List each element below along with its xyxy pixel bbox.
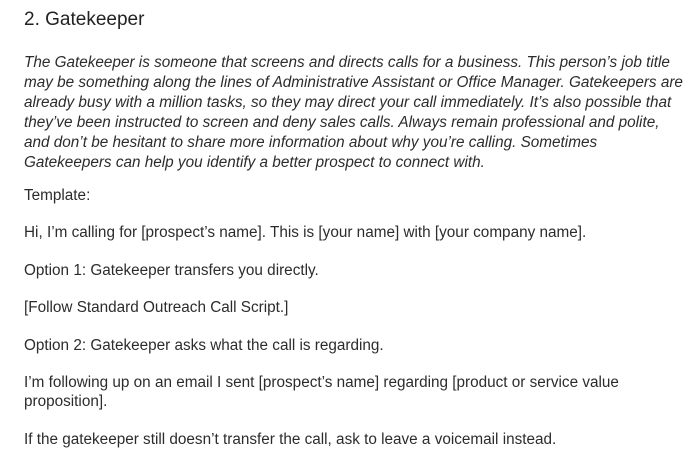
voicemail-fallback: If the gatekeeper still doesn’t transfer the call, ask to leave a voicemail instead.	[24, 431, 557, 448]
option-1-action: [Follow Standard Outreach Call Script.]	[24, 299, 289, 316]
section-heading: 2. Gatekeeper	[24, 9, 145, 30]
option-2-response: I’m following up on an email I sent [prospect’s name] regarding [product or service value proposition].	[24, 374, 619, 410]
option-2-text: Option 2: Gatekeeper asks what the call is regarding.	[24, 337, 384, 354]
opening-line: Hi, I’m calling for [prospect’s name]. This is [your name] with [your company name].	[24, 224, 587, 241]
gatekeeper-description: The Gatekeeper is someone that screens and directs calls for a business. This person’s job title may be something along the lines of Administrative Assistant or Office Manager. Gatekeepers are already busy with a million tasks, so they may direct your call immediately. It’s also possible that they’ve been instructed to screen and deny sales calls. Always remain professional and polite, and don’t be hesitant to share more information about why you’re calling. Sometimes Gatekeepers can help you identify a better prospect to connect with.	[24, 54, 683, 171]
option-1-text: Option 1: Gatekeeper transfers you directly.	[24, 262, 319, 279]
template-label: Template:	[24, 187, 91, 204]
